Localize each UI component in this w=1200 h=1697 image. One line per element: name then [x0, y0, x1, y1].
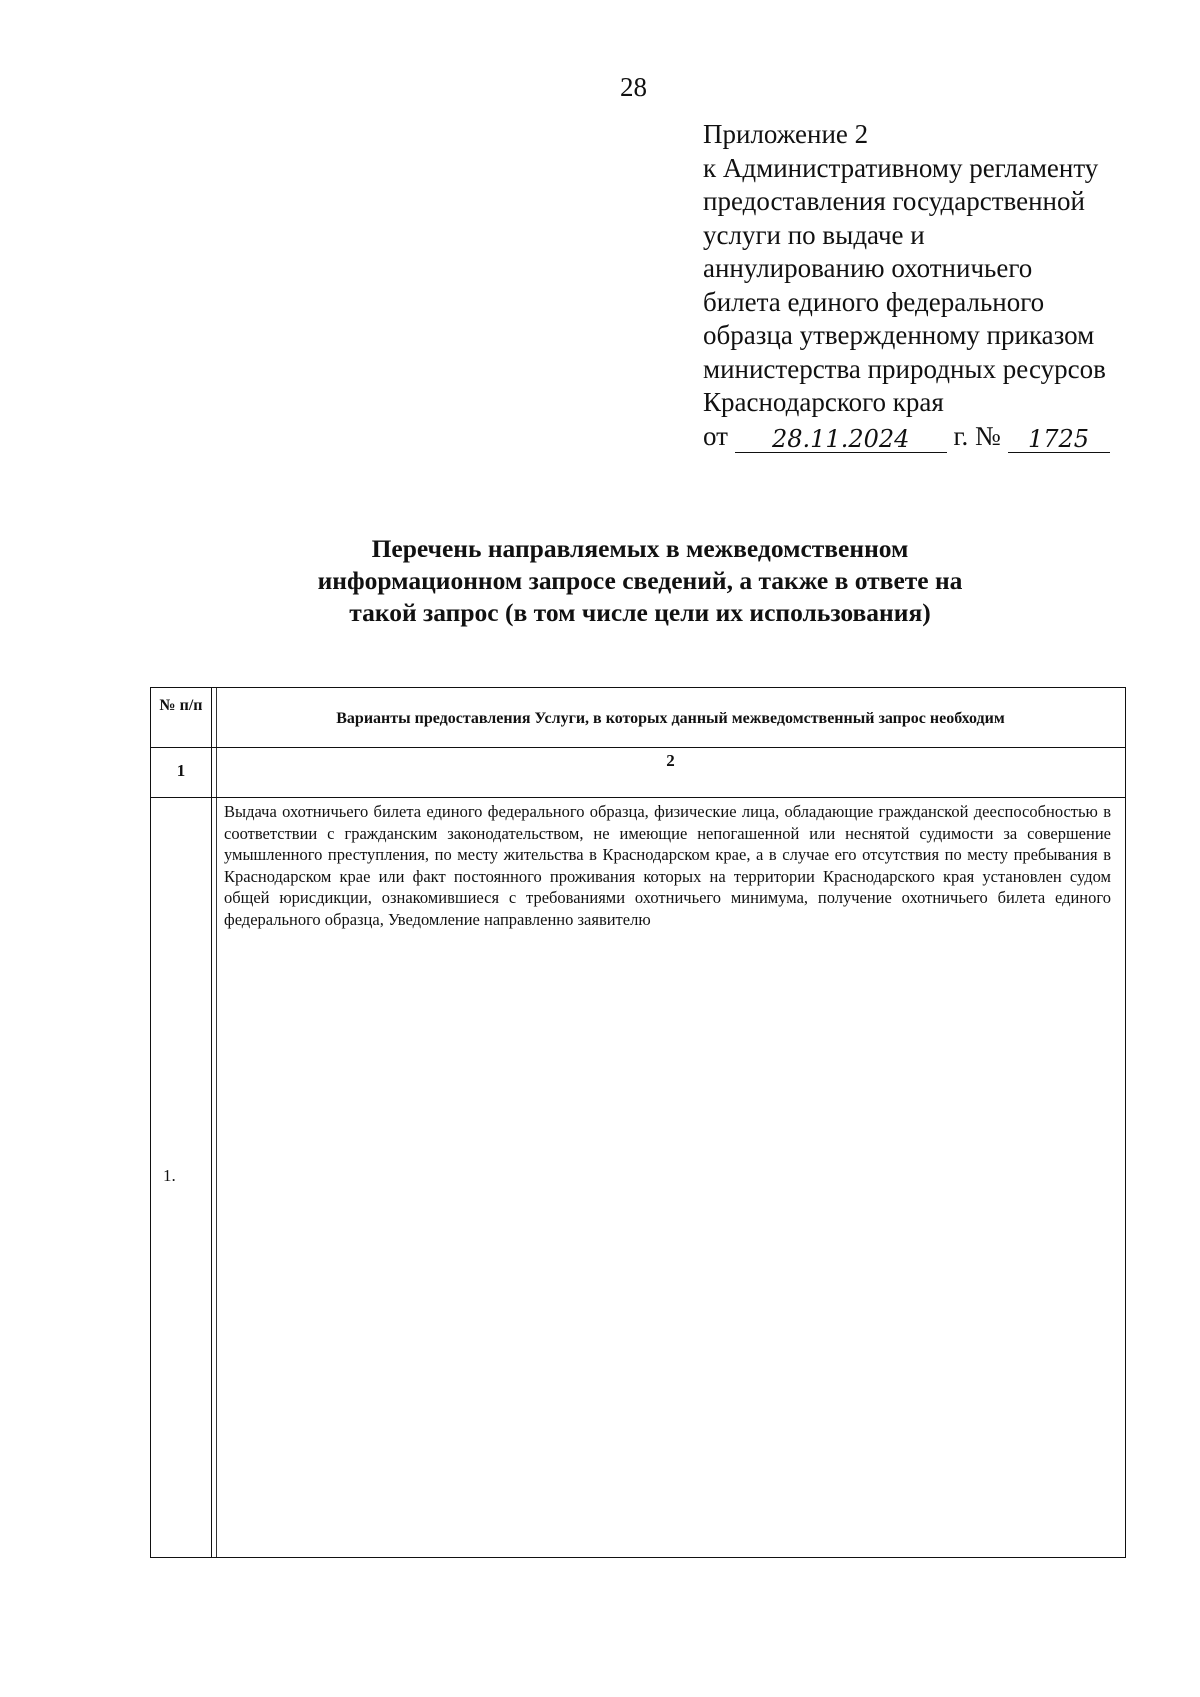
column-index-2: 2	[666, 751, 675, 770]
handwritten-date: 28.11.2024	[735, 426, 947, 453]
row-number: 1.	[163, 1166, 176, 1185]
appendix-line: билета единого федерального	[703, 286, 1045, 317]
numbering-divider	[151, 797, 1125, 798]
requests-table	[150, 687, 1126, 1558]
page-number: 28	[620, 72, 647, 102]
column-divider	[211, 688, 212, 1557]
column-index-1: 1	[176, 761, 186, 780]
order-date-line	[703, 420, 1110, 454]
document-title: Перечень направляемых в межведомственном информационном запросе сведений, а также в ответе на такой запрос (в том числе цели их использования)	[317, 534, 963, 627]
date-prefix: от	[703, 420, 728, 451]
row-variant-text: Выдача охотничьего билета единого федерального образца, физические лица, обладающие гражданской дееспособностью в соответствии с гражданским законодательством, не имеющие непогашенной или неснятой судимости за совершение умышленного преступления, по месту жительства в Краснодарском крае, а в случае его отсутствия по месту пребывания в Краснодарском крае или факт постоянного проживания которых на территории Краснодарского края установлен судом общей юрисдикции, ознакомившиеся с требованиями охотничьего минимума, получение охотничьего билета единого федерального образца, Уведомление направленно заявителю	[224, 802, 1111, 929]
appendix-line: предоставления государственной	[703, 186, 1085, 216]
year-number-label: г. №	[953, 420, 1001, 451]
appendix-line: аннулированию охотничьего	[703, 253, 1033, 283]
appendix-line: Приложение 2	[703, 119, 869, 149]
header-number-column: № п/п	[159, 697, 203, 714]
header-variants-column: Варианты предоставления Услуги, в которых данный межведомственный запрос необходим	[336, 710, 1005, 727]
appendix-line: Краснодарского края	[703, 387, 944, 417]
appendix-line: к Административному регламенту	[703, 152, 1099, 183]
appendix-block	[703, 118, 1110, 453]
handwritten-number: 1725	[1008, 426, 1110, 453]
header-divider	[151, 747, 1125, 748]
appendix-line: услуги по выдаче и	[703, 219, 925, 250]
appendix-line: министерства природных ресурсов	[703, 353, 1106, 384]
appendix-line: образца утвержденному приказом	[703, 320, 1095, 350]
column-divider-inner	[216, 688, 217, 1557]
